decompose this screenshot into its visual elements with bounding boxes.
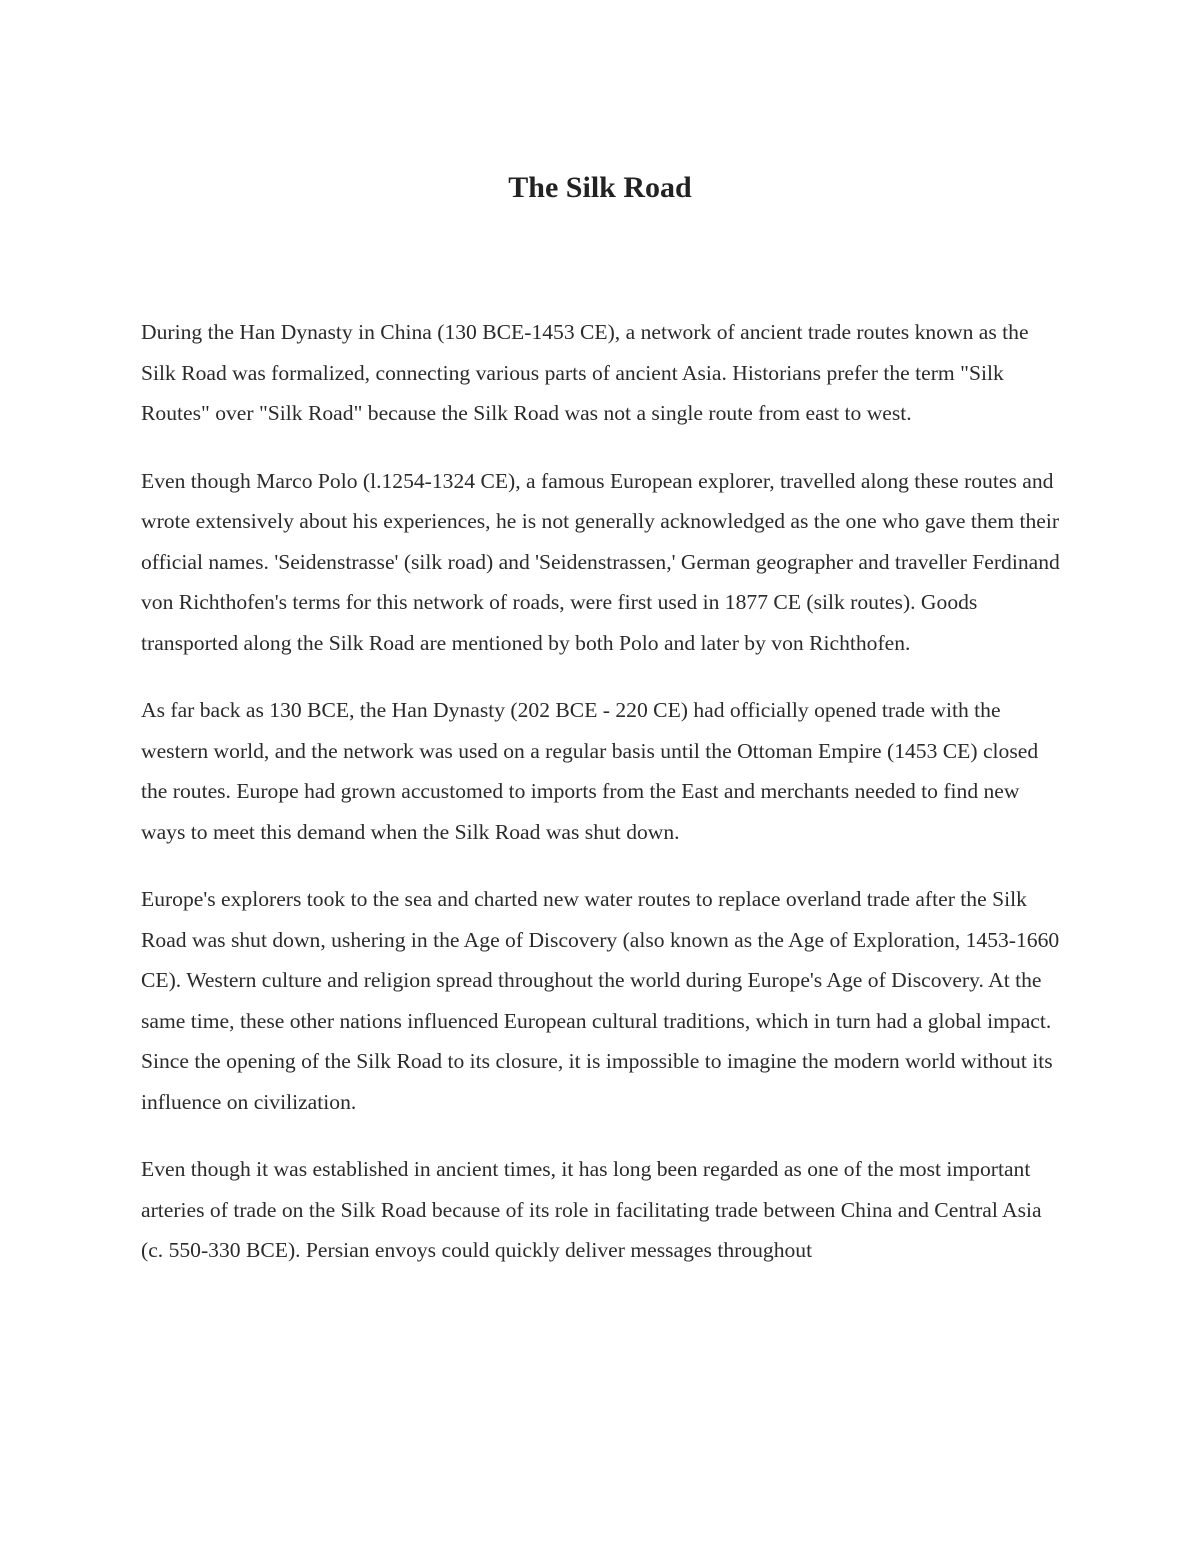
paragraph-1: During the Han Dynasty in China (130 BCE-1453 CE), a network of ancient trade routes known as the Silk Road was formalized, connecting various parts of ancient Asia. Historians prefer the term "Silk Routes" over "Silk Road" because the Silk Road was not a single route from east to west. <box>141 320 1029 425</box>
paragraph-2: Even though Marco Polo (l.1254-1324 CE), a famous European explorer, travelled along these routes and wrote extensively about his experiences, he is not generally acknowledged as the one who gave them their official names. 'Seidenstrasse' (silk road) and 'Seidenstrassen,' German geographer and traveller Ferdinand von Richthofen's terms for this network of roads, were first used in 1877 CE (silk routes). Goods transported along the Silk Road are mentioned by both Polo and later by von Richthofen. <box>141 468 1060 655</box>
paragraph-4: Europe's explorers took to the sea and charted new water routes to replace overland trade after the Silk Road was shut down, ushering in the Age of Discovery (also known as the Age of Exploration, 1453-1660 CE). Western culture and religion spread throughout the world during Europe's Age of Discovery. At the same time, these other nations influenced European cultural traditions, which in turn had a global impact. Since the opening of the Silk Road to its closure, it is impossible to imagine the modern world without its influence on civilization. <box>141 887 1060 1114</box>
paragraph-5: Even though it was established in ancient times, it has long been regarded as one of the most important arteries of trade on the Silk Road because of its role in facilitating trade between China and Central Asia (c. 550-330 BCE). Persian envoys could quickly deliver messages throughout <box>141 1157 1042 1262</box>
document-body <box>141 312 1066 1298</box>
document-title: The Silk Road <box>508 171 692 204</box>
paragraph-3: As far back as 130 BCE, the Han Dynasty (202 BCE - 220 CE) had officially opened trade with the western world, and the network was used on a regular basis until the Ottoman Empire (1453 CE) closed the routes. Europe had grown accustomed to imports from the East and merchants needed to find new ways to meet this demand when the Silk Road was shut down. <box>141 698 1039 844</box>
